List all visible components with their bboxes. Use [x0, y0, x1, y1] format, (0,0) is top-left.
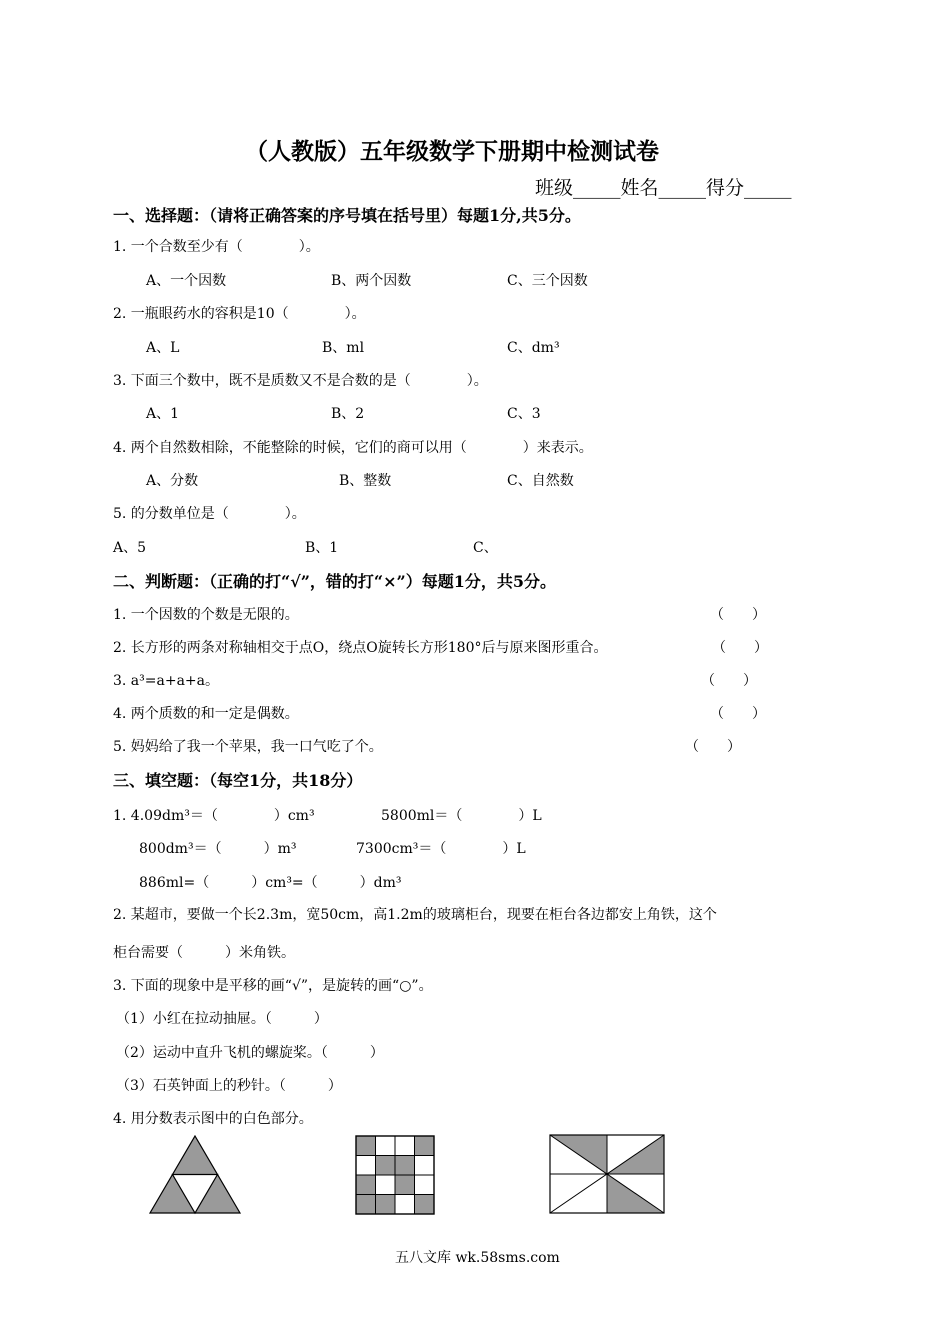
s3-q1-row2-b: 7300cm³＝（ ）L — [356, 841, 526, 857]
grid-cell — [376, 1136, 396, 1156]
grid-cell — [356, 1136, 376, 1156]
s2-item-2-bracket: （ ） — [712, 640, 768, 656]
grid-cell — [395, 1175, 415, 1195]
grid-figure — [355, 1135, 435, 1215]
s2-item-1-text: 1. 一个因数的个数是无限的。 — [113, 607, 299, 623]
grid-cell — [376, 1156, 396, 1176]
triangle-figure — [148, 1135, 242, 1215]
s1-q5-stem: 5. 的分数单位是（ ）。 — [113, 506, 306, 522]
section-2-heading: 二、判断题：（正确的打“√”，错的打“×”）每题1分，共5分。 — [113, 572, 557, 591]
s3-q1-row1-b: 5800ml＝（ ）L — [381, 808, 542, 824]
grid-cell — [395, 1195, 415, 1215]
s1-q4-option-b: B、整数 — [339, 473, 392, 489]
grid-cell — [376, 1195, 396, 1215]
s2-item-1-bracket: （ ） — [710, 607, 766, 623]
s2-item-4-text: 4. 两个质数的和一定是偶数。 — [113, 706, 299, 722]
grid-cell — [376, 1175, 396, 1195]
s3-q1-row2-a: 800dm³＝（ ）m³ — [139, 841, 297, 857]
s1-q3-option-b: B、2 — [331, 406, 365, 422]
s2-item-2-text: 2. 长方形的两条对称轴相交于点O，绕点O旋转长方形180°后与原来图形重合。 — [113, 640, 608, 656]
page-title: （人教版）五年级数学下册期中检测试卷 — [245, 138, 659, 165]
section-1-heading: 一、选择题：（请将正确答案的序号填在括号里）每题1分,共5分。 — [113, 206, 581, 225]
s1-q5-option-b: B、1 — [305, 540, 339, 556]
s1-q5-option-c: C、 — [473, 540, 498, 556]
s3-q2-line-2: 柜台需要（ ）米角铁。 — [113, 945, 295, 961]
grid-cell — [415, 1136, 435, 1156]
grid-cell — [356, 1195, 376, 1215]
s1-q4-stem: 4. 两个自然数相除，不能整除的时候，它们的商可以用（ ）来表示。 — [113, 440, 593, 456]
s3-q1-row3: 886ml=（ ）cm³=（ ）dm³ — [139, 875, 402, 891]
grid-cell — [415, 1175, 435, 1195]
s1-q2-option-b: B、ml — [322, 340, 365, 356]
s3-q4-stem: 4. 用分数表示图中的白色部分。 — [113, 1111, 313, 1127]
grid-cell — [356, 1175, 376, 1195]
section-3-heading: 三、填空题：（每空1分，共18分） — [113, 771, 363, 790]
s2-item-5-bracket: （ ） — [685, 739, 741, 755]
grid-cell — [395, 1156, 415, 1176]
grid-cell — [415, 1195, 435, 1215]
grid-cell — [415, 1156, 435, 1176]
s3-q3-item-2: （2）运动中直升飞机的螺旋桨。（ ） — [116, 1045, 384, 1061]
s1-q4-option-a: A、分数 — [146, 473, 199, 489]
rectangle-figure — [549, 1134, 665, 1214]
s2-item-3-text: 3. a³=a+a+a。 — [113, 673, 219, 689]
s2-item-4-bracket: （ ） — [710, 706, 766, 722]
footer-watermark: 五八文库 wk.58sms.com — [395, 1250, 560, 1266]
s3-q2-line-1: 2. 某超市，要做一个长2.3m，宽50cm，高1.2m的玻璃柜台，现要在柜台各边都安上角铁，这个 — [113, 907, 717, 923]
s1-q3-option-a: A、1 — [146, 406, 180, 422]
s3-q3-stem: 3. 下面的现象中是平移的画“√”，是旋转的画“○”。 — [113, 978, 433, 994]
s1-q1-stem: 1. 一个合数至少有（ ）。 — [113, 239, 320, 255]
s2-item-3-bracket: （ ） — [701, 673, 757, 689]
s3-q3-item-3: （3）石英钟面上的秒针。（ ） — [116, 1078, 342, 1094]
grid-cell — [356, 1156, 376, 1176]
s1-q2-option-c: C、dm³ — [507, 340, 560, 356]
s1-q2-stem: 2. 一瓶眼药水的容积是10（ ）。 — [113, 306, 366, 322]
s1-q1-option-c: C、三个因数 — [507, 273, 588, 289]
student-info-line: 班级_____姓名_____得分_____ — [535, 177, 792, 199]
s1-q3-stem: 3. 下面三个数中，既不是质数又不是合数的是（ ）。 — [113, 373, 488, 389]
s3-q3-item-1: （1）小红在拉动抽屉。（ ） — [116, 1011, 328, 1027]
s1-q1-option-b: B、两个因数 — [331, 273, 412, 289]
s1-q1-option-a: A、一个因数 — [146, 273, 227, 289]
grid-cell — [395, 1136, 415, 1156]
s1-q3-option-c: C、3 — [507, 406, 541, 422]
s3-q1-row1-a: 1. 4.09dm³＝（ ）cm³ — [113, 808, 315, 824]
s1-q2-option-a: A、L — [146, 340, 180, 356]
s1-q4-option-c: C、自然数 — [507, 473, 574, 489]
s1-q5-option-a: A、5 — [113, 540, 147, 556]
s2-item-5-text: 5. 妈妈给了我一个苹果，我一口气吃了个。 — [113, 739, 383, 755]
